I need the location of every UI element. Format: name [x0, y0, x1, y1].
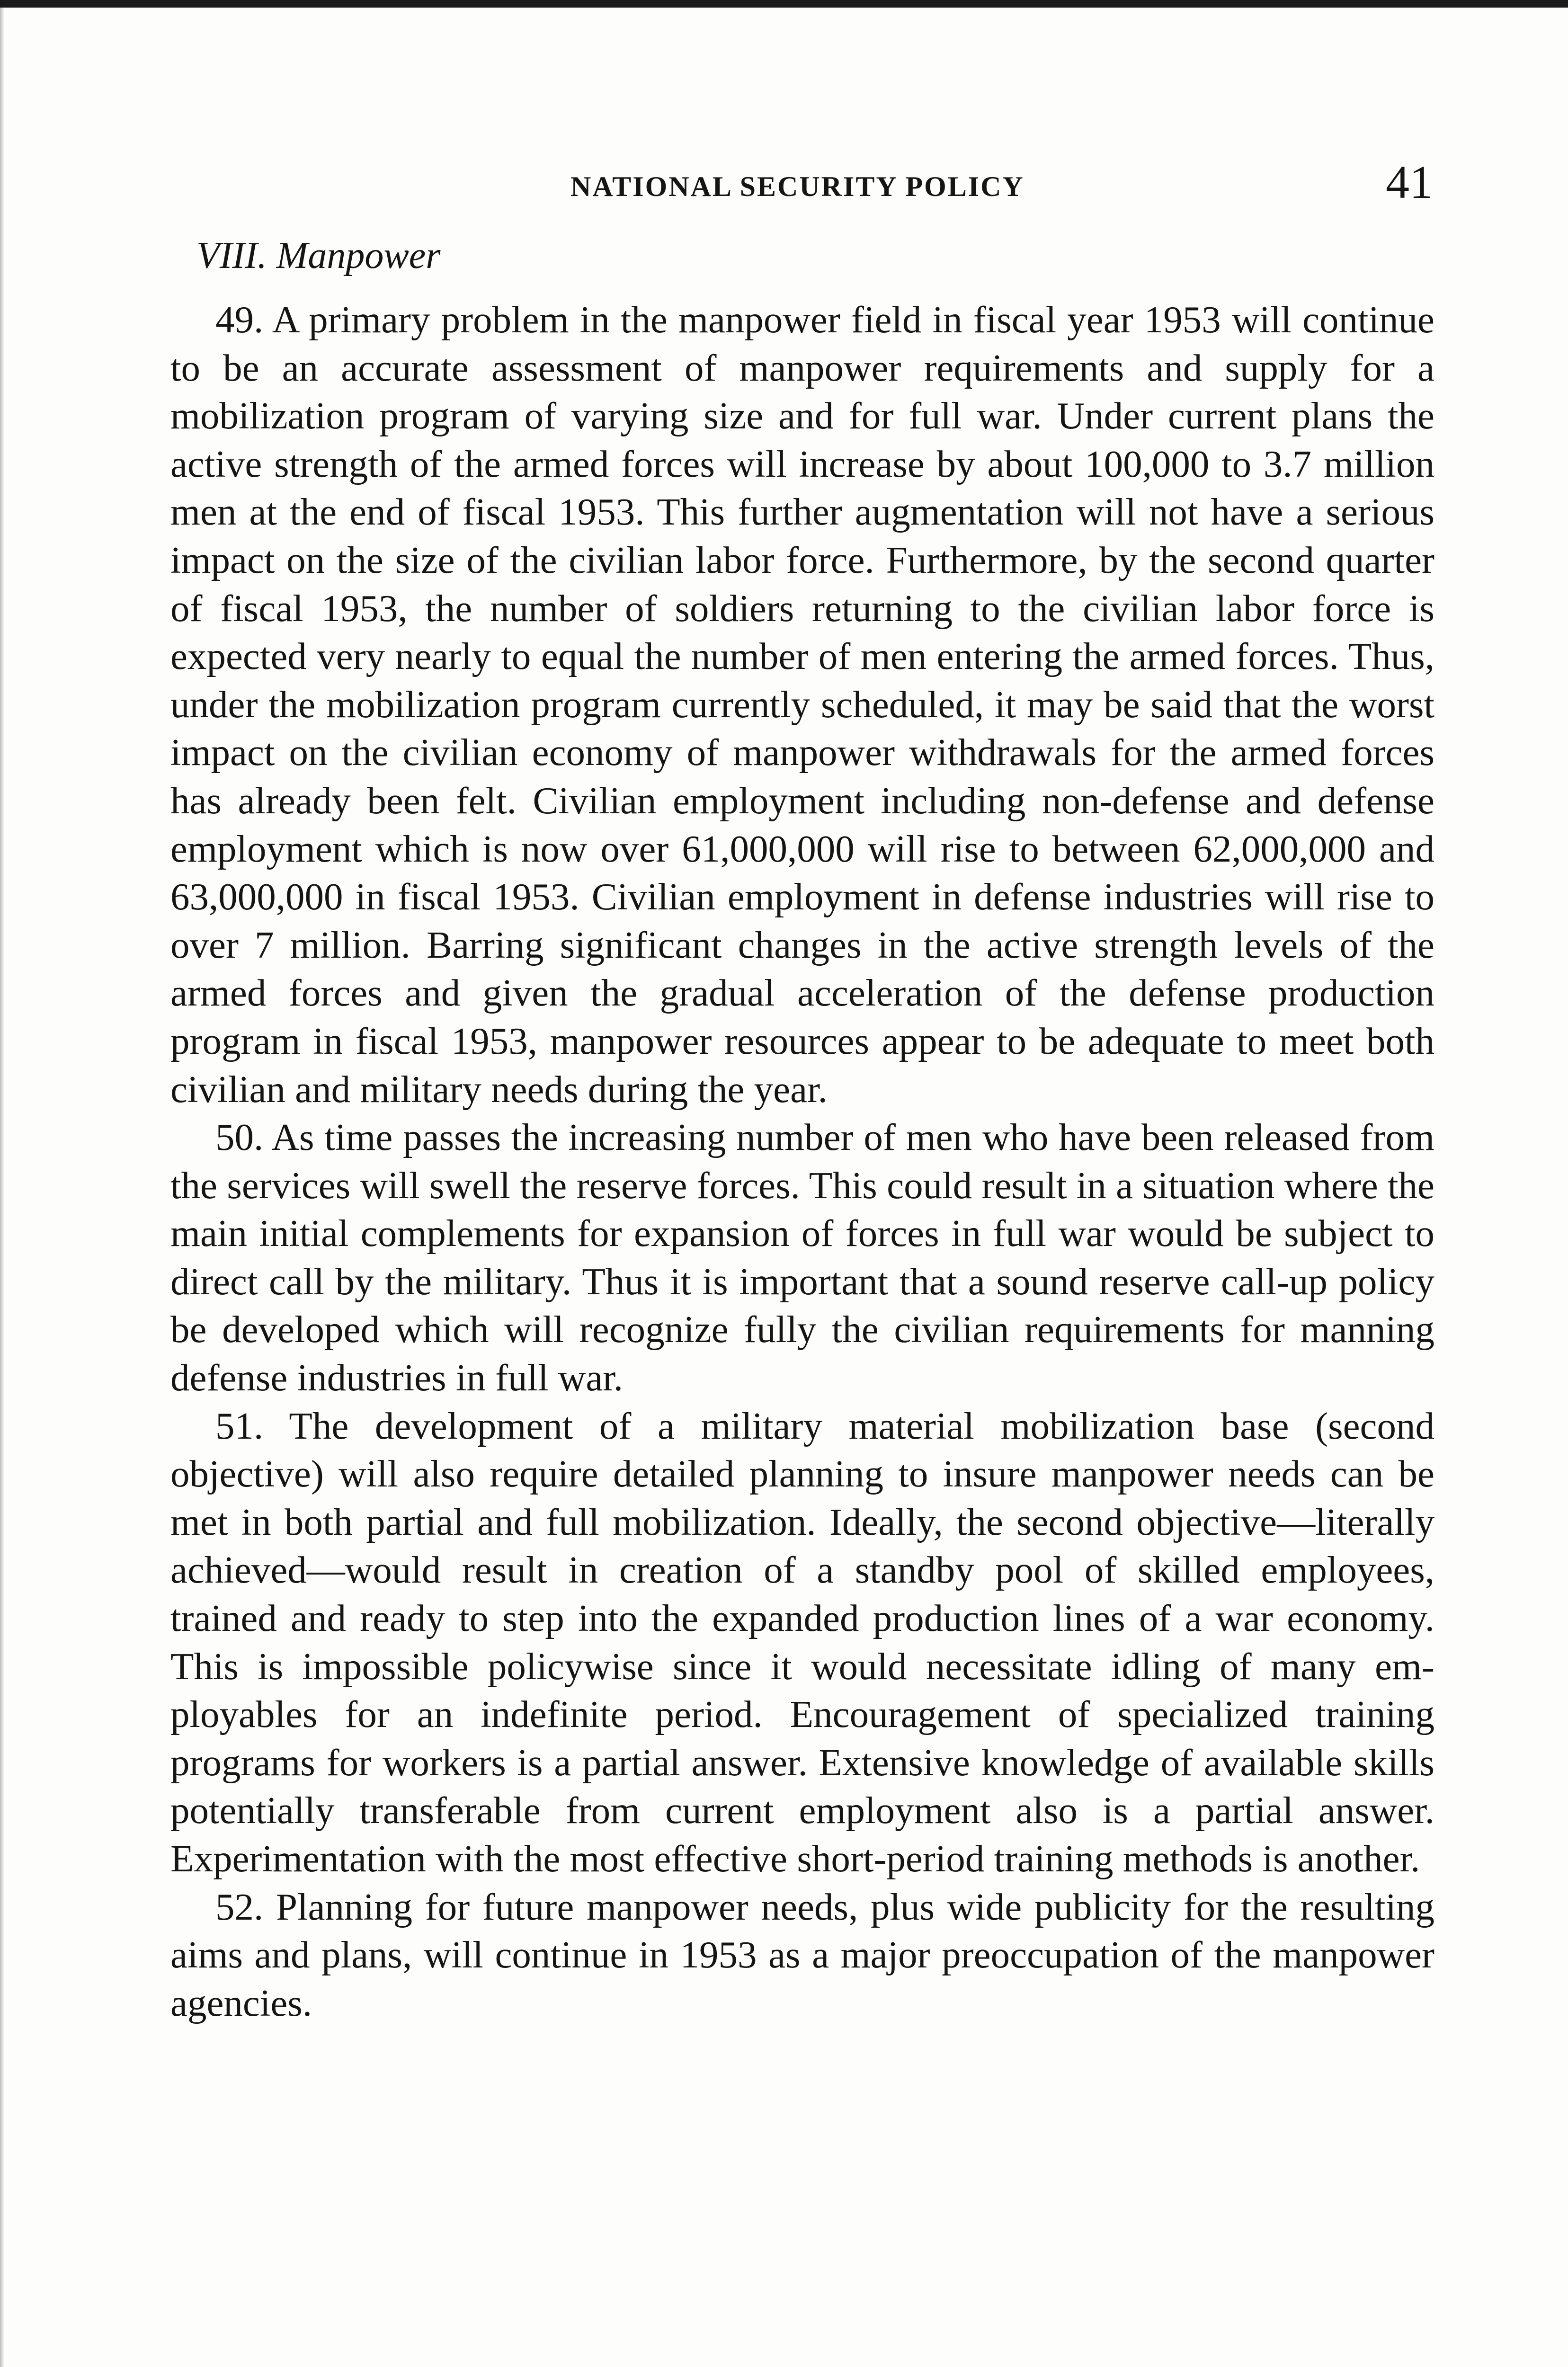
page-number: 41: [1386, 156, 1433, 208]
top-scan-border: [0, 0, 1568, 8]
paragraph-50: 50. As time passes the increasing number of men who have been released from the services will swell the reserve forces. This could result in a situation where the main initial complements for expansion of forces in full war would be subject to direct call by the military. Thus it is important that a sound reserve call-up policy be developed which will recognize fully the civilian requirements for manning defense industries in full war.: [170, 1116, 1434, 1399]
paragraph-51: 51. The development of a military material mobilization base (second objective) will also require detailed planning to insure manpower needs can be met in both partial and full mobilization. Ideally, the second objective—literally achieved—would result in creation of a standby pool of skilled employees, trained and ready to step into the expanded production lines of a war economy. This is impossible policywise since it would necessitate idling of many employables for an indefinite period. Encouragement of specialized training programs for workers is a partial answer. Extensive knowledge of available skills potentially transferable from current employment also is a partial answer. Experimentation with the most effective short-period training methods is another.: [170, 1404, 1434, 1880]
paragraph-49: 49. A primary problem in the manpower field in fiscal year 1953 will continue to be an accurate assessment of manpower requirements and supply for a mobilization program of varying size and for full war. Under current plans the active strength of the armed forces will increase by about 100,000 to 3.7 million men at the end of fiscal 1953. This further augmentation will not have a serious impact on the size of the civilian labor force. Furthermore, by the second quarter of fiscal 1953, the number of soldiers returning to the civilian labor force is expected very nearly to equal the number of men entering the armed forces. Thus, under the mobilization program currently scheduled, it may be said that the worst impact on the civilian economy of manpower withdrawals for the armed forces has already been felt. Civilian employment including non-defense and defense employment which is now over 61,000,000 will rise to between 62,000,000 and 63,000,000 in fiscal 1953. Civilian employment in defense industries will rise to over 7 million. Barring significant changes in the active strength levels of the armed forces and given the gradual acceleration of the defense production program in fiscal 1953, manpower resources appear to be adequate to meet both civilian and military needs during the year.: [170, 298, 1434, 1111]
section-heading: VIII. Manpower: [196, 235, 441, 276]
paragraph-52: 52. Planning for future manpower needs, plus wide publicity for the resulting aims and plans, will continue in 1953 as a major preoccupation of the manpower agencies.: [170, 1885, 1434, 2024]
running-title: NATIONAL SECURITY POLICY: [570, 171, 1025, 202]
left-scan-edge: [0, 8, 4, 2367]
body-text: [170, 296, 1434, 2027]
